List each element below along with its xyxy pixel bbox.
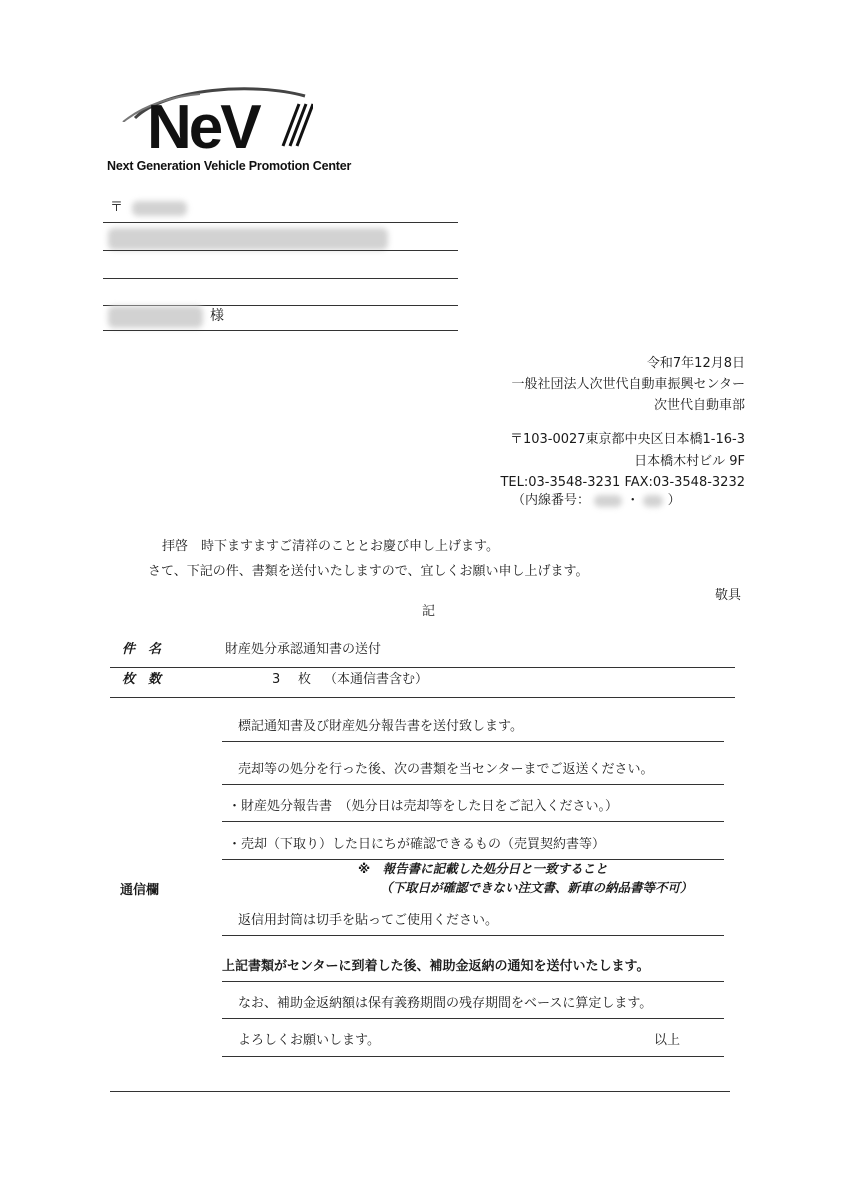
- comm-underline-3: [222, 821, 724, 822]
- closing-keigu: 敬具: [714, 588, 741, 603]
- redacted-extension-2: [643, 495, 663, 507]
- comm-line-7: なお、補助金返納額は保有義務期間の残存期間をベースに算定します。: [238, 996, 653, 1011]
- comm-underline-6: [222, 981, 724, 982]
- comm-line-2: 売却等の処分を行った後、次の書類を当センターまでご返送ください。: [238, 762, 654, 777]
- comm-underline-8: [222, 1056, 724, 1057]
- comm-line-8: よろしくお願いします。: [238, 1033, 380, 1048]
- recipient-line-2: [103, 250, 458, 251]
- sender-dept: 次世代自動車部: [653, 398, 745, 413]
- comm-line-6: 上記書類がセンターに到着した後、補助金返納の通知を送付いたします。: [222, 959, 650, 974]
- subject-label: 件 名: [122, 642, 162, 657]
- comm-note-1: ※ 報告書に記載した処分日と一致すること: [358, 861, 608, 876]
- sender-org: 一般社団法人次世代自動車振興センター: [511, 377, 745, 392]
- redacted-address: [108, 228, 388, 250]
- nev-logo: [105, 82, 352, 177]
- logo-slashes-icon: [273, 102, 313, 148]
- sender-tel-fax: TEL:03-3548-3231 FAX:03-3548-3232: [500, 475, 745, 490]
- honorific: 様: [210, 308, 224, 324]
- greeting-line-1: 拝啓 時下ますますご清祥のこととお慶び申し上げます。: [162, 539, 499, 554]
- sender-address-1: 〒103-0027東京都中央区日本橋1-16-3: [509, 432, 745, 447]
- pages-underline: [110, 697, 735, 698]
- comm-underline-1: [222, 741, 724, 742]
- recipient-line-3: [103, 278, 458, 279]
- subject-value: 財産処分承認通知書の送付: [225, 642, 382, 657]
- greeting-line-2: さて、下記の件、書類を送付いたしますので、宜しくお願い申し上げます。: [148, 564, 589, 579]
- letter-date: 令和7年12月8日: [646, 356, 745, 371]
- comm-note-2: （下取日が確認できない注文書、新車の納品書等不可）: [380, 880, 693, 895]
- extension-close: ）: [667, 493, 681, 508]
- recipient-line-1: [103, 222, 458, 223]
- bottom-rule: [110, 1091, 730, 1092]
- extension-label: （内線番号：: [512, 493, 591, 508]
- comm-underline-7: [222, 1018, 724, 1019]
- redacted-extension-1: [594, 495, 622, 507]
- pages-count: 3: [272, 672, 281, 687]
- logo-wordmark: NeV: [147, 93, 259, 162]
- comm-end: 以上: [654, 1033, 681, 1048]
- comm-line-3: ・財産処分報告書 （処分日は売却等をした日をご記入ください。）: [228, 799, 619, 814]
- comm-label: 通信欄: [120, 883, 160, 898]
- pages-label: 枚 数: [122, 672, 162, 687]
- sender-address-2: 日本橋木村ビル 9F: [634, 454, 745, 469]
- pages-note: （本通信書含む）: [324, 672, 429, 687]
- redacted-name: [108, 306, 203, 328]
- comm-line-1: 標記通知書及び財産処分報告書を送付致します。: [238, 719, 523, 734]
- subject-underline: [110, 667, 735, 668]
- comm-line-5: 返信用封筒は切手を貼ってご使用ください。: [238, 913, 499, 928]
- extension-dot: ・: [626, 493, 640, 508]
- comm-line-4: ・売却（下取り）した日にちが確認できるもの（売買契約書等）: [228, 837, 606, 852]
- redacted-postal-code: [132, 201, 187, 216]
- ki-marker: 記: [422, 604, 436, 619]
- comm-underline-2: [222, 784, 724, 785]
- logo-subtitle: Next Generation Vehicle Promotion Center: [107, 159, 352, 173]
- comm-underline-5: [222, 935, 724, 936]
- sender-extension: [512, 494, 681, 507]
- comm-underline-4: [222, 859, 724, 860]
- pages-unit: 枚: [298, 672, 312, 687]
- recipient-line-5: [103, 330, 458, 331]
- postal-mark: 〒: [110, 200, 124, 215]
